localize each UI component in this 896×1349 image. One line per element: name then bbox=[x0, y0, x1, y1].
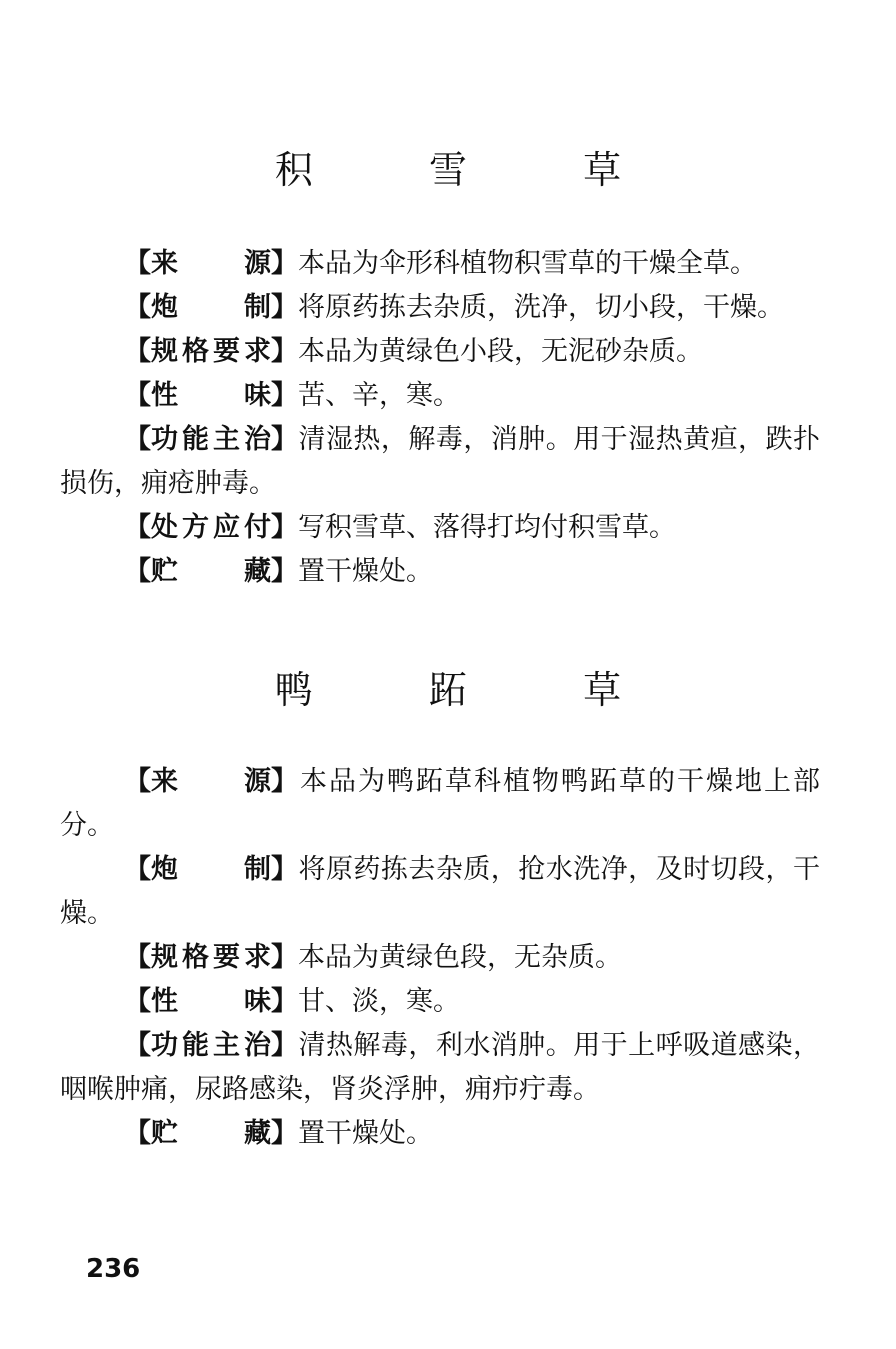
section-title: 积 雪 草 bbox=[274, 148, 674, 192]
entry-label: 【来 源】 bbox=[124, 248, 298, 279]
entry-label: 【来 源】 bbox=[124, 766, 298, 797]
entry-processing bbox=[60, 286, 820, 330]
entry-text: 置干燥处。 bbox=[298, 556, 433, 587]
entry-text: 清热解毒，利水消肿。用于上呼吸道感染，咽喉肿痛，尿路感染，肾炎浮肿，痈疖疔毒。 bbox=[60, 1030, 820, 1105]
entry-storage bbox=[60, 550, 820, 594]
entry-text: 苦、辛，寒。 bbox=[298, 380, 460, 411]
entry-prescription bbox=[60, 506, 820, 550]
entry-label: 【处方应付】 bbox=[124, 512, 298, 543]
entry-text: 本品为黄绿色小段，无泥砂杂质。 bbox=[298, 336, 703, 367]
entry-text: 甘、淡，寒。 bbox=[298, 986, 460, 1017]
section-title: 鸭 跖 草 bbox=[274, 668, 674, 712]
entry-label: 【贮 藏】 bbox=[124, 1118, 298, 1149]
entry-label: 【功能主治】 bbox=[124, 1030, 298, 1061]
entry-label: 【炮 制】 bbox=[124, 854, 298, 885]
entry-indications bbox=[60, 418, 820, 506]
entry-text: 写积雪草、落得打均付积雪草。 bbox=[298, 512, 676, 543]
entry-text: 将原药拣去杂质，洗净，切小段，干燥。 bbox=[298, 292, 784, 323]
entry-indications bbox=[60, 1024, 820, 1112]
entry-label: 【性 味】 bbox=[124, 380, 298, 411]
entry-text: 本品为鸭跖草科植物鸭跖草的干燥地上部分。 bbox=[60, 766, 820, 841]
monograph-section bbox=[60, 242, 820, 594]
entry-label: 【规格要求】 bbox=[124, 336, 298, 367]
entry-label: 【功能主治】 bbox=[124, 424, 298, 455]
entry-text: 清湿热，解毒，消肿。用于湿热黄疸，跌扑损伤，痈疮肿毒。 bbox=[60, 424, 820, 499]
entry-label: 【性 味】 bbox=[124, 986, 298, 1017]
entry-specification bbox=[60, 330, 820, 374]
monograph-section bbox=[60, 760, 820, 1156]
entry-text: 置干燥处。 bbox=[298, 1118, 433, 1149]
entry-specification bbox=[60, 936, 820, 980]
entry-storage bbox=[60, 1112, 820, 1156]
entry-label: 【规格要求】 bbox=[124, 942, 298, 973]
entry-processing bbox=[60, 848, 820, 936]
entry-source bbox=[60, 242, 820, 286]
page-number: 236 bbox=[86, 1254, 141, 1284]
entry-label: 【炮 制】 bbox=[124, 292, 298, 323]
entry-text: 本品为黄绿色段，无杂质。 bbox=[298, 942, 622, 973]
entry-text: 本品为伞形科植物积雪草的干燥全草。 bbox=[298, 248, 757, 279]
entry-nature-flavor bbox=[60, 980, 820, 1024]
entry-label: 【贮 藏】 bbox=[124, 556, 298, 587]
entry-source bbox=[60, 760, 820, 848]
entry-nature-flavor bbox=[60, 374, 820, 418]
entry-text: 将原药拣去杂质，抢水洗净，及时切段，干燥。 bbox=[60, 854, 820, 929]
